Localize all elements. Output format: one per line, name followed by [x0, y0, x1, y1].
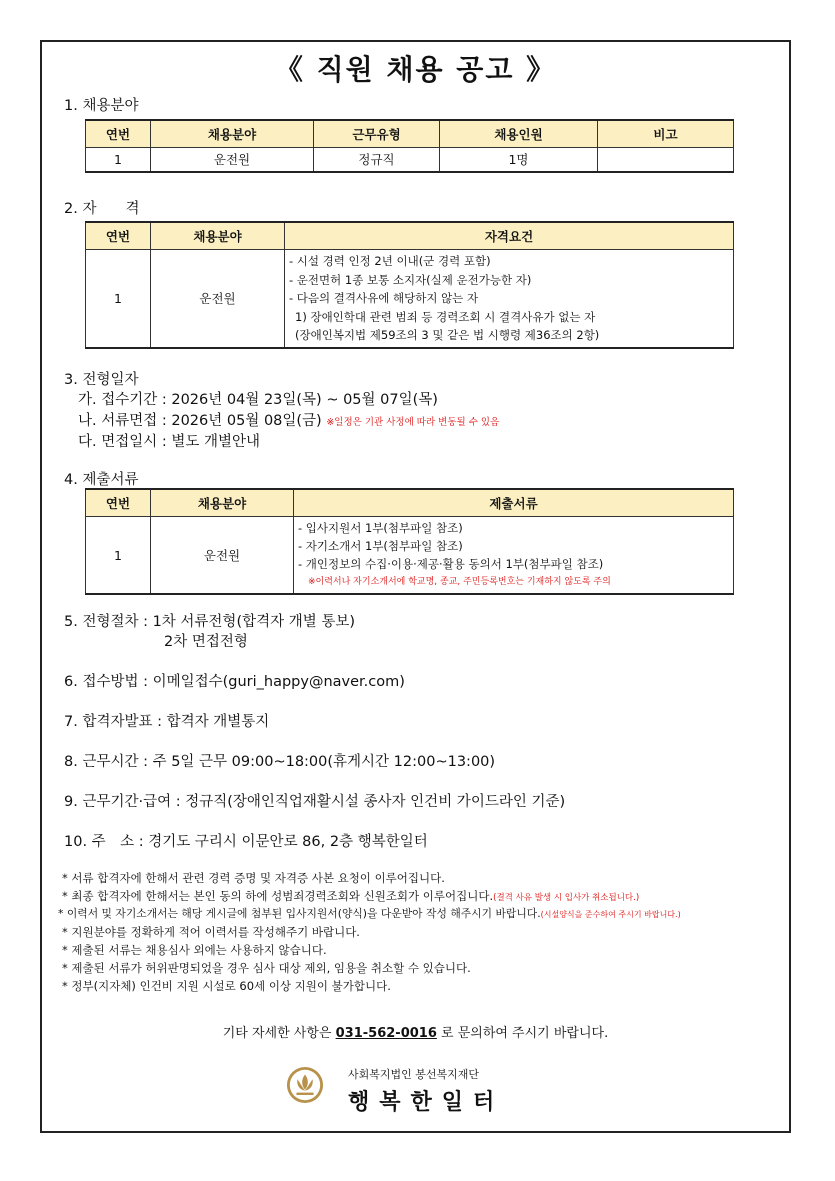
requirement-item: - 운전면허 1종 보통 소지자(실제 운전가능한 자) — [289, 272, 532, 287]
section4-heading: 4. 제출서류 — [64, 472, 139, 488]
note-item: * 이력서 및 자기소개서는 해당 게시글에 첨부된 입사지원서(양식)을 다운받아 작성 해주시기 바랍니다.(시설양식을 준수하여 주시기 바랍니다.) — [58, 907, 681, 920]
col-header: 연번 — [86, 489, 151, 517]
qualification-table — [85, 221, 734, 349]
document-note: ※이력서나 자기소개서에 학교명, 종교, 주민등록번호는 기재하지 않도록 주의 — [308, 577, 611, 587]
documents-cell — [294, 517, 734, 595]
document-item: - 자기소개서 1부(첨부파일 참조) — [298, 539, 463, 553]
cell — [598, 148, 734, 172]
org-subtitle: 사회복지법인 봉선복지재단 — [348, 1068, 480, 1081]
note-item: * 제출된 서류는 채용심사 외에는 사용하지 않습니다. — [62, 943, 327, 957]
schedule-apply: 가. 접수기간 : 2026년 04월 23일(목) ~ 05월 07일(목) — [78, 392, 438, 408]
section3-heading: 3. 전형일자 — [64, 372, 139, 388]
col-header: 채용인원 — [440, 120, 598, 148]
section1-heading: 1. 채용분야 — [64, 98, 139, 114]
table-row — [86, 517, 734, 595]
cell: 운전원 — [151, 148, 314, 172]
col-header: 자격요건 — [285, 222, 734, 250]
schedule-interview: 다. 면접일시 : 별도 개별안내 — [78, 434, 261, 450]
note-item: * 최종 합격자에 한해서는 본인 동의 하에 성범죄경력조회와 신원조회가 이루어집니다.(결격 사유 발생 시 입사가 취소됩니다.) — [62, 889, 640, 903]
schedule-review — [78, 409, 499, 430]
table-row — [86, 148, 734, 172]
col-header: 근무유형 — [314, 120, 440, 148]
note-item: * 정부(지자체) 인건비 지원 시설로 60세 이상 지원이 불가합니다. — [62, 979, 391, 993]
section9: 9. 근무기간·급여 : 정규직(장애인직업재활시설 종사자 인건비 가이드라인 기준) — [64, 794, 566, 810]
cell: 운전원 — [151, 250, 285, 348]
document-item: - 입사지원서 1부(첨부파일 참조) — [298, 521, 463, 535]
document-item: - 개인정보의 수집·이용·제공·활용 동의서 1부(첨부파일 참조) — [298, 557, 604, 571]
requirement-item: - 시설 경력 인정 2년 이내(군 경력 포함) — [289, 254, 491, 268]
lotus-logo-icon — [286, 1066, 324, 1104]
cell: 1 — [86, 250, 151, 348]
page-title: 《 직원 채용 공고 》 — [274, 53, 557, 86]
section7: 7. 합격자발표 : 합격자 개별통지 — [64, 714, 270, 730]
schedule-note: ※일정은 기관 사정에 따라 변동될 수 있음 — [326, 417, 500, 428]
requirement-item: 1) 장애인학대 관련 범죄 등 경력조회 시 결격사유가 없는 자 — [295, 309, 596, 324]
requirement-item: (장애인복지법 제59조의 3 및 같은 법 시행령 제36조의 2항) — [295, 328, 600, 343]
col-header: 연번 — [86, 222, 151, 250]
col-header: 연번 — [86, 120, 151, 148]
requirements-cell — [285, 250, 734, 348]
table-row — [86, 250, 734, 348]
org-name: 행복한일터 — [348, 1089, 505, 1115]
section8: 8. 근무시간 : 주 5일 근무 09:00~18:00(휴게시간 12:00~13:00) — [64, 754, 496, 770]
section10: 10. 주 소 : 경기도 구리시 이문안로 86, 2층 행복한일터 — [64, 834, 428, 850]
note-item: * 제출된 서류가 허위판명되었을 경우 심사 대상 제외, 임용을 취소할 수 있습니다. — [62, 961, 471, 975]
cell: 운전원 — [151, 517, 294, 595]
requirement-item: - 다음의 결격사유에 해당하지 않는 자 — [289, 291, 479, 306]
cell: 1 — [86, 148, 151, 172]
phone-number[interactable]: 031-562-0016 — [335, 1026, 437, 1041]
schedule-review-text: 나. 서류면접 : 2026년 05월 08일(금) — [78, 413, 322, 429]
col-header: 채용분야 — [151, 120, 314, 148]
documents-table — [85, 488, 734, 595]
col-header: 제출서류 — [294, 489, 734, 517]
note-item: * 지원분야를 정확하게 적어 이력서를 작성해주기 바랍니다. — [62, 925, 360, 939]
col-header: 채용분야 — [151, 222, 285, 250]
cell: 1명 — [440, 148, 598, 172]
col-header: 채용분야 — [151, 489, 294, 517]
recruit-field-table — [85, 119, 734, 173]
section2-heading: 2. 자 격 — [64, 201, 140, 217]
note-item: * 서류 합격자에 한해서 관련 경력 증명 및 자격증 사본 요청이 이루어집니다. — [62, 871, 445, 885]
notice-frame — [40, 40, 791, 1133]
section6: 6. 접수방법 : 이메일접수(guri_happy@naver.com) — [64, 674, 405, 690]
section5-line2: 2차 면접전형 — [164, 634, 248, 650]
col-header: 비고 — [598, 120, 734, 148]
cell: 정규직 — [314, 148, 440, 172]
cell: 1 — [86, 517, 151, 595]
contact-line: 기타 자세한 사항은 031-562-0016 로 문의하여 주시기 바랍니다. — [222, 1026, 609, 1041]
section5-line1: 5. 전형절차 : 1차 서류전형(합격자 개별 통보) — [64, 614, 356, 630]
